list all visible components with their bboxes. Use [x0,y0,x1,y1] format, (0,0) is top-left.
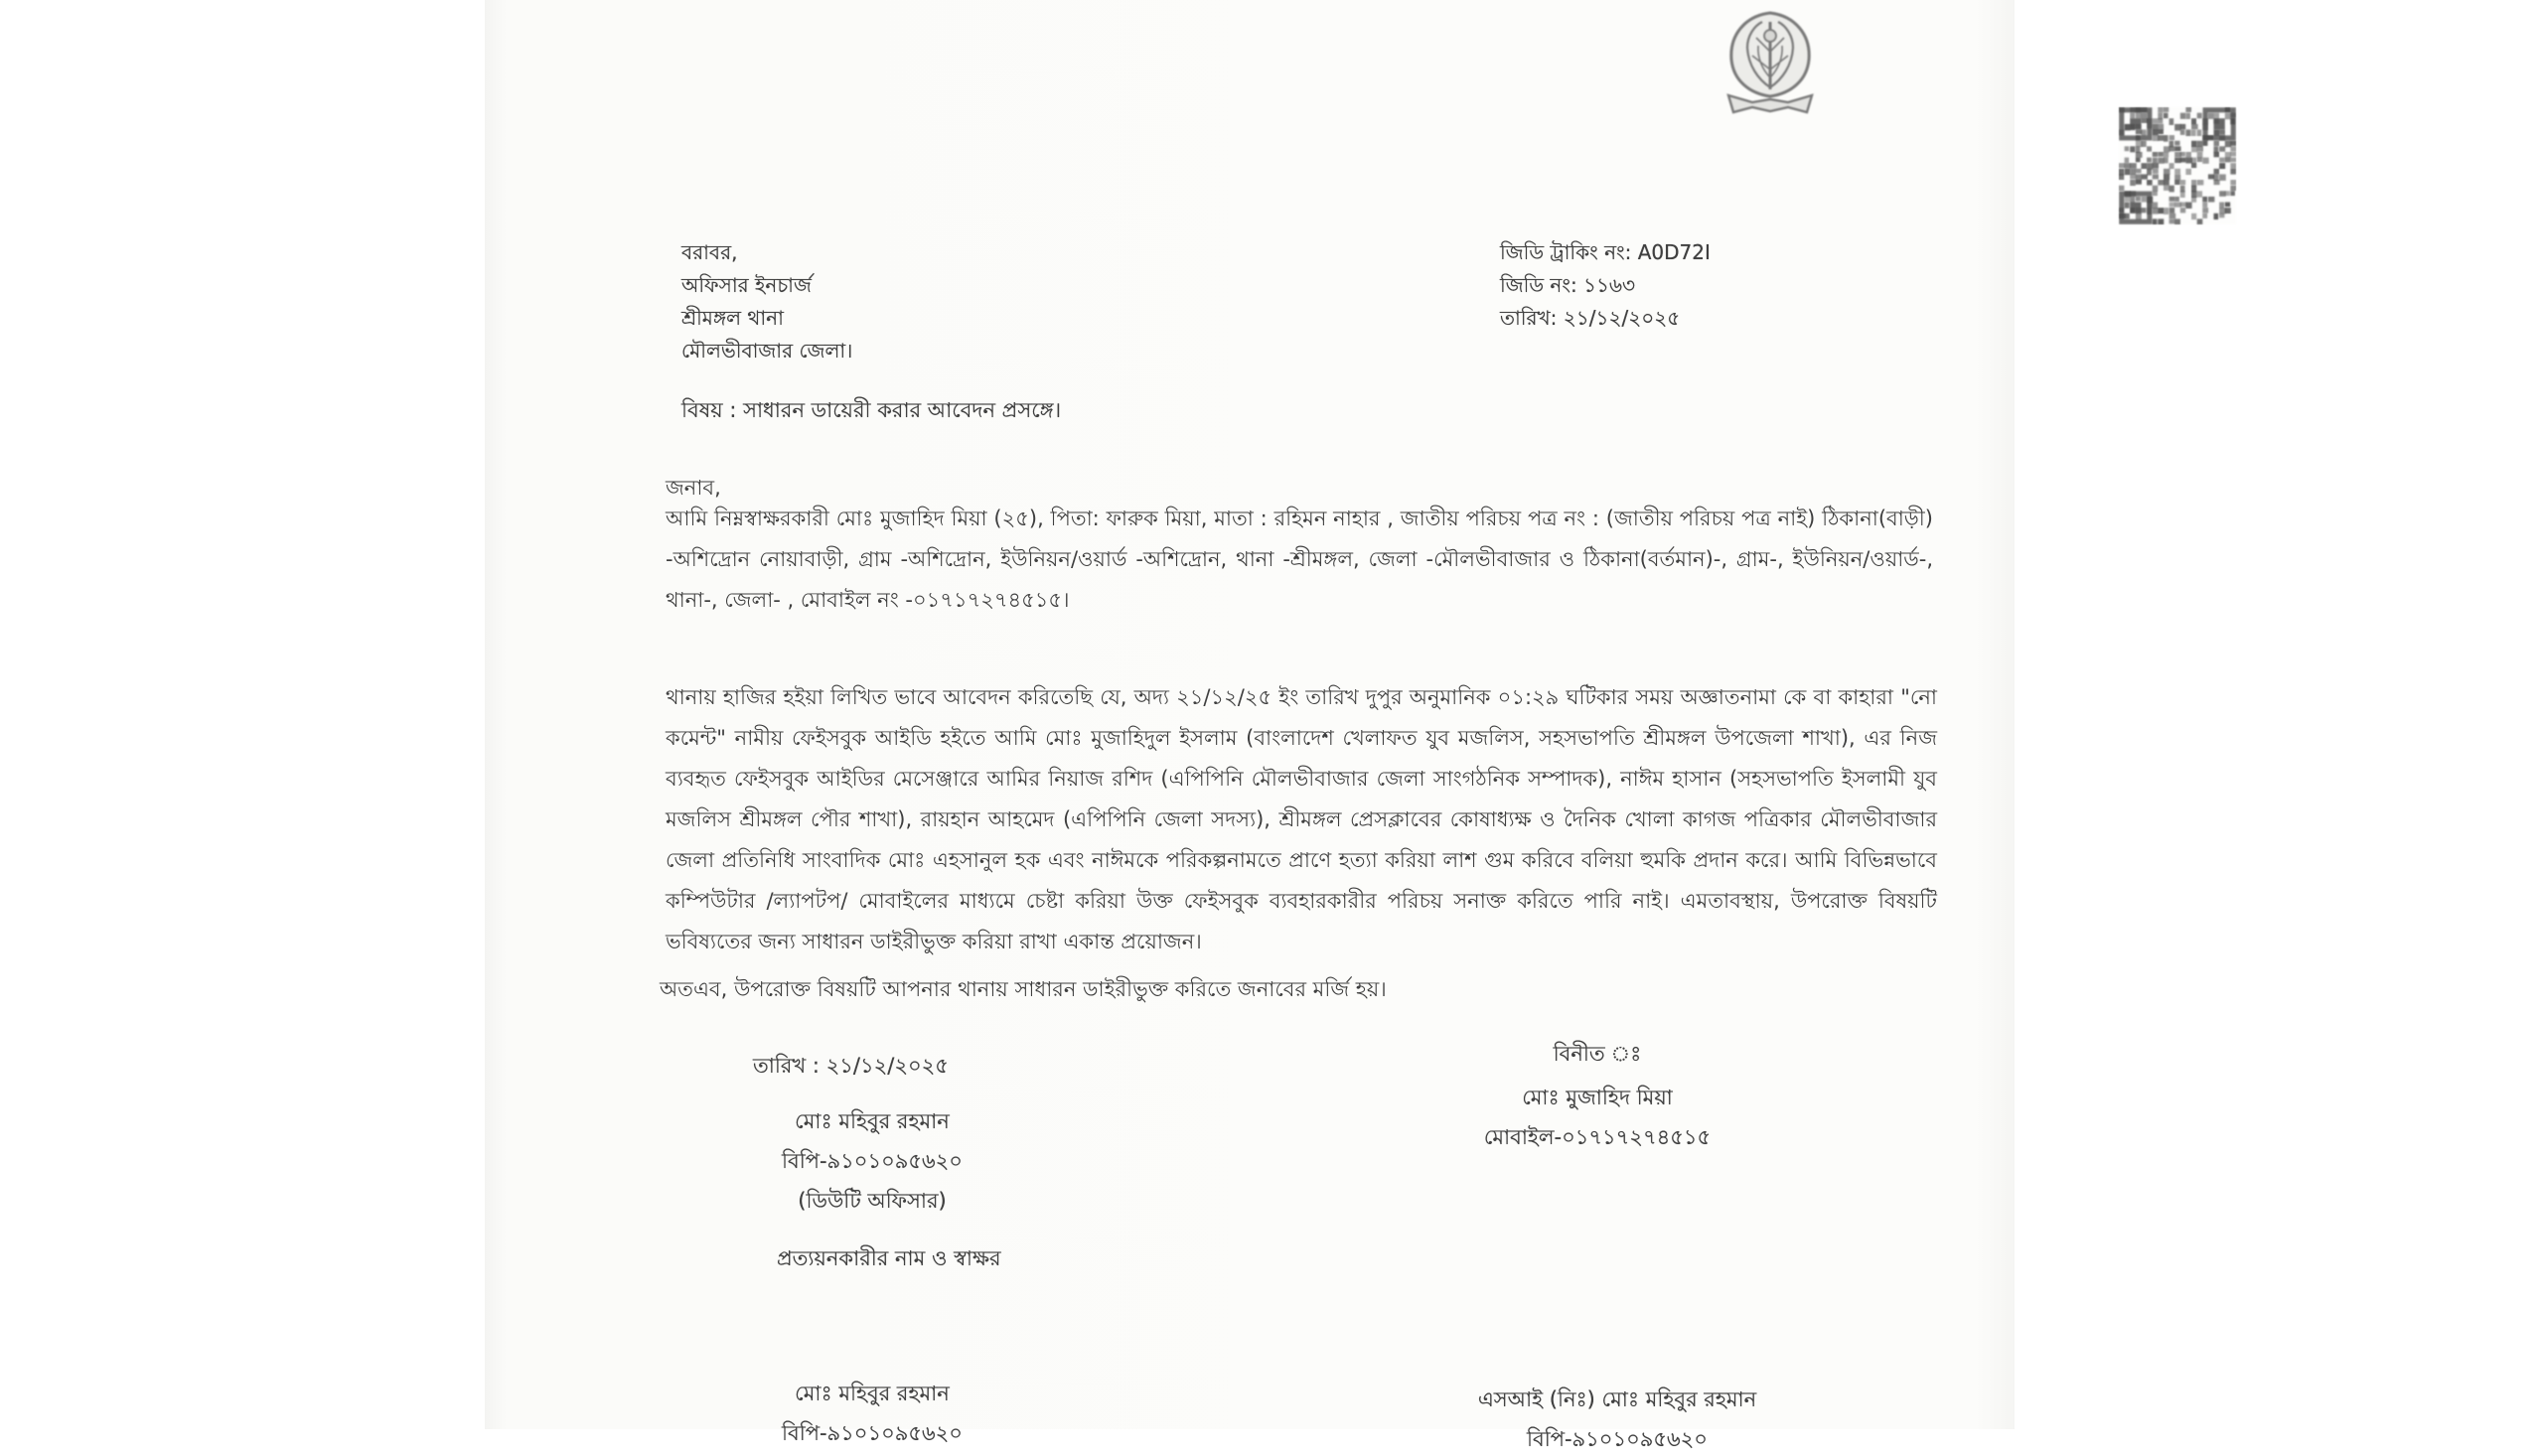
recipient-district: মৌলভীবাজার জেলা। [681,339,853,363]
gd-tracking-number: জিডি ট্রাকিং নং: A0D72I [1500,240,1711,264]
recipient-salutation: বরাবর, [681,240,738,264]
attestation-label: প্রত্যয়নকারীর নাম ও স্বাক্ষর [777,1246,1001,1270]
main-paragraph: থানায় হাজির হইয়া লিখিত ভাবে আবেদন করিতেছি যে, অদ্য ২১/১২/২৫ ইং তারিখ দুপুর অনুমানিক ০১:২৯ ঘটিকার সময় অজ্ঞাতনামা কে বা কাহারা "নো কমেন্ট" নামীয় ফেইসবুক আইডি হইতে আমি মোঃ মুজাহিদুল ইসলাম (বাংলাদেশ খেলাফত যুব মজলিস, সহসভাপতি শ্রীমঙ্গল উপজেলা শাখা), এর নিজ ব্যবহৃত ফেইসবুক আইডির মেসেঞ্জারে আমির নিয়াজ রশিদ (এপিপিনি মৌলভীবাজার জেলা সাংগঠনিক সম্পাদক), নাঈম হাসান (সহসভাপতি ইসলামী যুব মজলিস শ্রীমঙ্গল পৌর শাখা), রায়হান আহমেদ (এপিপিনি জেলা সদস্য), শ্রীমঙ্গল প্রেসক্লাবের কোষাধ্যক্ষ ও দৈনিক খোলা কাগজ পত্রিকার মৌলভীবাজার জেলা প্রতিনিধি সাংবাদিক মোঃ এহসানুল হক এবং নাঈমকে পরিকল্পনামতে প্রাণে হত্যা করিয়া লাশ গুম করিবে বলিয়া হুমকি প্রদান করে। আমি বিভিন্নভাবে কম্পিউটার /ল্যাপটপ/ মোবাইলের মাধ্যমে চেষ্টা করিয়া উক্ত ফেইসবুক ব্যবহারকারীর পরিচয় সনাক্ত করিতে পারি নাই। এমতাবস্থায়, উপরোক্ত বিষয়টি ভবিষ্যতের জন্য সাধারন ডাইরীভুক্ত করিয়া রাখা একান্ত প্রয়োজন। [666,685,1937,953]
left-signatory-name: মোঃ মহিবুর রহমান [795,1109,950,1133]
recipient-officer: অফিসার ইনচার্জ [681,273,812,297]
footer-left-bp: বিপি-৯১০১০৯৫৬২০ [782,1421,963,1445]
closing-paragraph: অতএব, উপরোক্ত বিষয়টি আপনার থানায় সাধারন ডাইরীভুক্ত করিতে জনাবের মর্জি হয়। [660,977,1387,1001]
right-signatory-mobile: মোবাইল-০১৭১৭২৭৪৫১৫ [1483,1125,1712,1149]
recipient-station: শ্রীমঙ্গল থানা [681,306,784,330]
subject-line: বিষয় : সাধারন ডায়েরী করার আবেদন প্রসঙ্গে। [681,398,1062,422]
right-signatory-name: মোঃ মুজাহিদ মিয়া [1522,1086,1673,1109]
footer-right-bp: বিপি-৯১০১০৯৫৬২০ [1527,1427,1708,1451]
right-signature-label: বিনীত ঃ [1553,1042,1642,1066]
gd-number: জিডি নং: ১১৬৩ [1500,273,1636,297]
scanned-letter [485,0,2015,1451]
gd-date: তারিখ: ২১/১২/২০২৫ [1500,306,1681,330]
footer-right-name: এসআই (নিঃ) মোঃ মহিবুর রহমান [1477,1387,1757,1411]
body-salutation: জনাব, [666,476,721,500]
qr-code [2119,107,2236,224]
government-emblem-icon [1713,8,1828,119]
intro-paragraph: আমি নিম্নস্বাক্ষরকারী মোঃ মুজাহিদ মিয়া (২৫), পিতা: ফারুক মিয়া, মাতা : রহিমন নাহার , জাতীয় পরিচয় পত্র নং : (জাতীয় পরিচয় পত্র নাই) ঠিকানা(বাড়ী) -অশিদ্রোন নোয়াবাড়ী, গ্রাম -অশিদ্রোন, ইউনিয়ন/ওয়ার্ড -অশিদ্রোন, থানা -শ্রীমঙ্গল, জেলা -মৌলভীবাজার ও ঠিকানা(বর্তমান)-, গ্রাম-, ইউনিয়ন/ওয়ার্ড-, থানা-, জেলা- , মোবাইল নং -০১৭১৭২৭৪৫১৫। [666,507,1933,612]
left-signatory-role: (ডিউটি অফিসার) [798,1189,947,1213]
left-signatory-bp: বিপি-৯১০১০৯৫৬২০ [782,1149,963,1173]
footer-left-name: মোঃ মহিবুর রহমান [795,1382,950,1405]
left-signature-date: তারিখ : ২১/১২/২০২৫ [753,1054,949,1078]
